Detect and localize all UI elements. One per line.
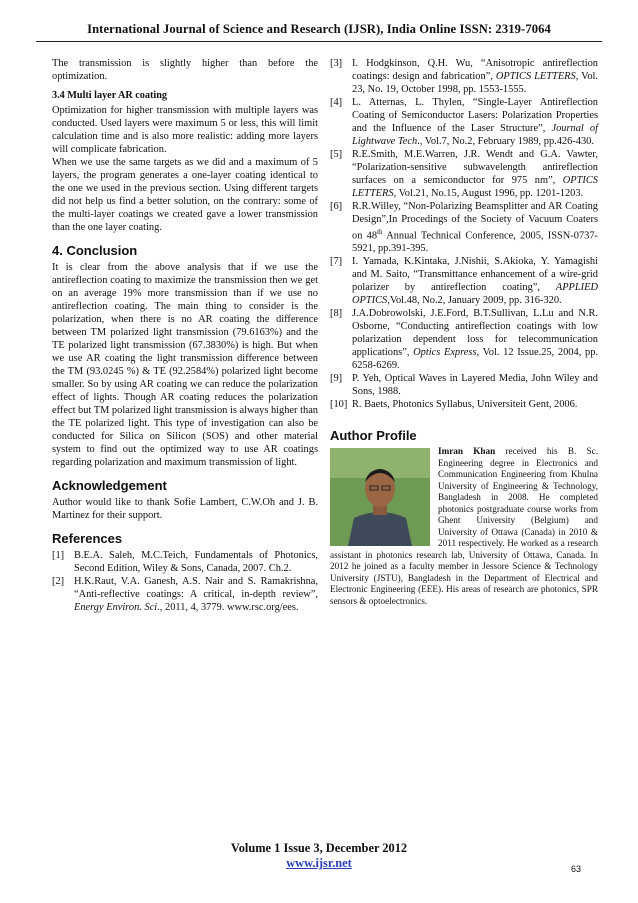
conclusion-title: 4. Conclusion [52,243,138,258]
footer-volume: Volume 1 Issue 3, December 2012 [230,841,408,855]
header-rule [36,41,602,42]
reference-number: [2] [52,576,65,587]
conclusion-paragraph: It is clear from the above analysis that if we use the antireflection coating to maximize the transmission then we get on an average 19% more transmission than if we use no antireflection coating. The main thing to consider is the polarization, when there is no AR coating the difference between TM polarized light transmission (79.6163%) and the TE polarized light transmission (67.3830%) is high. But when we use AR coating the light transmission difference between the TM (93.0245 %) & TE (92.2584%) polarized light become smaller. So by using AR coating we can reduce the polarization effect of lights. Though AR coating reduces the polarization effect but TM polarized light transmission is always higher than the TE polarized light. This type of investigation can also be conducted for Silica on Silicon (SOS) and other material system to find out the optimized way to use AR coatings regarding polarization and maximum transmission of light. [52,262,318,468]
acknowledgement-paragraph: Author would like to thank Sofie Lambert, C.W.Oh and J. B. Martinez for their support. [52,497,318,521]
reference-text: R.R.Willey, “Non-Polarizing Beamsplitter and AR Coating Design”,In Procedings of the Society of Vacuum Coaters on 48th Annual Technical Conference, 2005, ISSN-0737-5921, pp.391-395. [352,201,598,255]
reference-item [330,96,598,148]
page-number: 63 [571,864,582,874]
reference-item [330,307,598,372]
reference-text: P. Yeh, Optical Waves in Layered Media, John Wiley and Sons, 1988. [352,373,598,398]
acknowledgement-title: Acknowledgement [52,478,167,493]
author-portrait-icon [330,448,430,546]
journal-header: International Journal of Science and Research (IJSR), India Online ISSN: 2319-7064 [87,22,551,36]
references-title: References [52,531,123,546]
reference-item [330,148,598,200]
reference-item [330,398,598,411]
right-column [330,57,598,607]
reference-text: R. Baets, Photonics Syllabus, Universiteit Gent, 2006. [352,399,578,411]
reference-text: J.A.Dobrowolski, J.E.Ford, B.T.Sullivan, L.Lu and N.R. Osborne, “Conducting antireflection coatings with low polarization dependent loss for telecommunication applications”, Optics Express, Vol. 12 Issue.25, 2004, pp. 6258-6269. [352,308,598,372]
footer-url-link[interactable]: www.ijsr.net [286,856,352,870]
reference-item [52,549,318,575]
reference-item [330,200,598,255]
author-photo [330,448,430,546]
section-3-4-paragraph-1: Optimization for higher transmission with multiple layers was conducted. Used layers were maximum 5 or less, this will limit calculation time and is also more realistic: adding more layers will complicate fabrication. [52,105,318,155]
reference-number: [4] [330,97,343,108]
left-column [52,57,318,614]
reference-text: L. Atternas, L. Thylen, “Single-Layer Antireflection Coating of Semiconductor Lasers: Polarization Properties and the Influence of the Laser Structure”, Journal of Lightwave Tech., Vol.7, No.2, February 1989, pp.426-430. [352,97,598,147]
section-3-4-paragraph-2: When we use the same targets as we did and a maximum of 5 layers, the program generates a one-layer coating identical to the one we used in the previous section. Using different targets did not help us find a better solution, on the contrary: some of the multi-layer coatings we created gave a lower transmission than the one layer coating. [52,157,318,233]
reference-text: H.K.Raut, V.A. Ganesh, A.S. Nair and S. Ramakrishna, “Anti-reflective coatings: A critical, in-depth review”, Energy Environ. Sci., 2011, 4, 3779. www.rsc.org/ees. [74,576,318,613]
intro-paragraph: The transmission is slightly higher than before the optimization. [52,58,318,82]
reference-text: B.E.A. Saleh, M.C.Teich, Fundamentals of Photonics, Second Edition, Wiley & Sons, Canada, 2007. Ch.2. [74,550,318,574]
reference-item [330,255,598,307]
reference-number: [1] [52,550,65,561]
reference-text: I. Hodgkinson, Q.H. Wu, “Anisotropic antireflection coatings: design and fabrication”, OPTICS LETTERS, Vol. 23, No. 19, October 1998, pp. 1553-1555. [352,58,599,95]
reference-item [52,575,318,614]
reference-number: [8] [330,308,343,320]
reference-number: [10] [330,399,348,411]
section-3-4-title: 3.4 Multi layer AR coating [52,90,167,101]
page-footer [0,841,638,871]
author-bio-text: received his B. Sc. Engineering degree in Electronics and Communication Engineering from Khulna University of Engineering & Technology, Bangladesh in 2008. He completed photonics postgraduate course works from Ghent University (Belgium) and University of Ottawa (Canada) in 2010 & 2011 respectively. He worked as a research assistant in photonics research lab, University of Ottawa, Canada. In 2012 he joined as a faculty member in Jessore Science & Technology University (JSTU), Bangladesh in the Department of Electrical and Electronic Engineering (EEE). His areas of research are photonics, SPR sensors & optoelectronics. [330,446,598,606]
author-name: Imran Khan [438,446,496,457]
reference-number: [5] [330,149,343,160]
reference-item [330,57,598,96]
reference-text: R.E.Smith, M.E.Warren, J.R. Wendt and G.A. Vawter, “Polarization-sensitive subwavelength antireflection surfaces on a semiconductor for 975 nm”, OPTICS LETTERS, Vol.21, No.15, August 1996, pp. 1201-1203. [352,149,598,199]
reference-number: [3] [330,58,343,69]
author-profile [330,446,598,607]
reference-number: [9] [330,373,343,385]
reference-number: [6] [330,201,343,212]
reference-item [330,372,598,398]
author-profile-title: Author Profile [330,428,417,444]
reference-text: I. Yamada, K.Kintaka, J.Nishii, S.Akioka, Y. Yamagishi and M. Saito, “Transmittance enhancement of a wire-grid polarizer by antireflection coating”, APPLIED OPTICS,Vol.48, No.2, January 2009, pp. 316-320. [352,256,598,307]
reference-number: [7] [330,256,343,268]
